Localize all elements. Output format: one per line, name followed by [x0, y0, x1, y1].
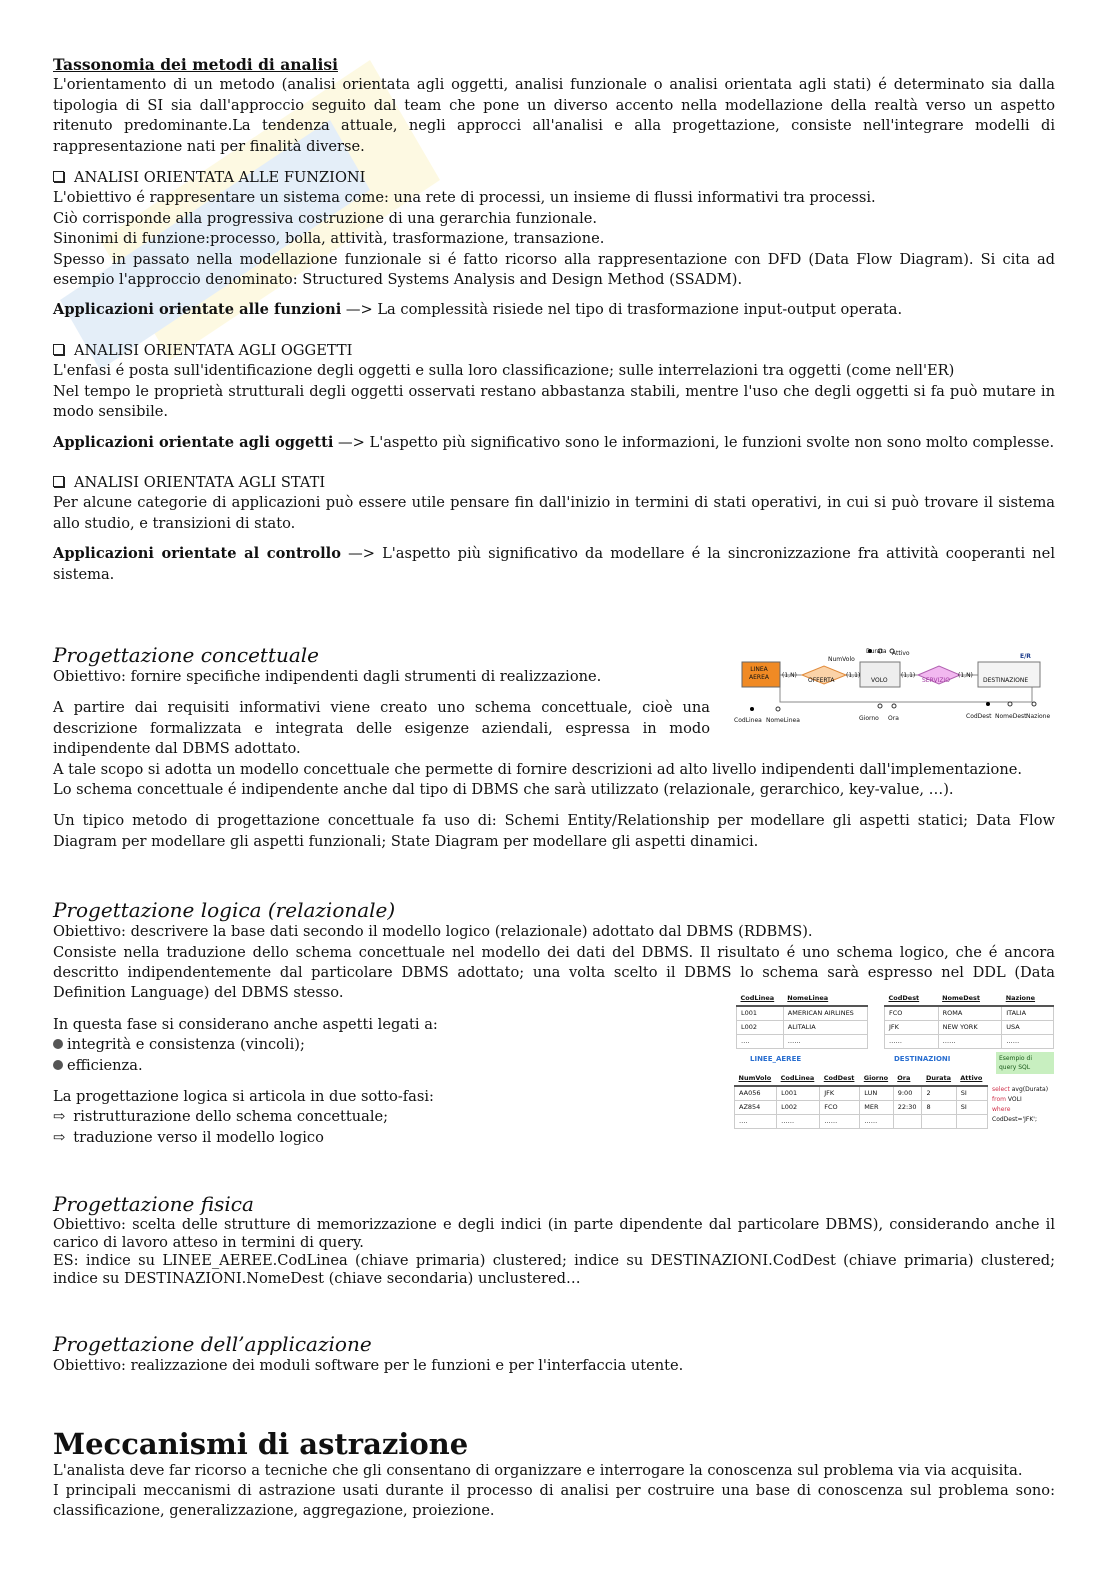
text-line: Obiettivo: descrivere la base dati secondo il modello logico (relazionale) adottato dal DBMS (RDBMS).	[53, 923, 813, 941]
bullet-item: integrità e consistenza (vincoli);	[53, 1035, 1055, 1055]
attribute: Nazione	[1026, 713, 1051, 720]
text-line: La progettazione logica si articola in due sotto-fasi:	[53, 1088, 434, 1106]
er-tag: E/R	[1020, 653, 1031, 660]
text-line: Obiettivo: fornire specifiche indipendenti dagli strumenti di realizzazione.	[53, 667, 602, 685]
attribute: NomeDest	[995, 713, 1027, 720]
sql-query: select avg(Durata) from VOLI where CodDest='JFK';	[992, 1086, 1049, 1123]
section-title: Tassonomia dei metodi di analisi	[53, 55, 338, 74]
text-line: L'analista deve far ricorso a tecniche che gli consentano di organizzare e interrogare la conoscenza sul problema via via acquisita.	[53, 1461, 1023, 1479]
checkbox-icon	[53, 344, 64, 355]
bullet-item: efficienza.	[53, 1056, 1055, 1076]
relationship-offerta: OFFERTA	[808, 677, 835, 684]
text-line: A partire dai requisiti informativi viene creato uno schema concettuale, cioè una descrizione formalizzata e integrata delle esigenze aziendali, espressa in modo indipendente dal DBMS adottato.	[53, 699, 710, 758]
arrow-right-icon: ⇨	[53, 1108, 66, 1126]
table-caption: LINEE_AEREE	[750, 1055, 802, 1063]
attribute: Durata	[866, 648, 887, 655]
checkbox-icon	[53, 171, 64, 182]
text-line: L'enfasi é posta sull'identificazione degli oggetti e sulla loro classificazione; sulle interrelazioni tra oggetti (come nell'ER)	[53, 362, 955, 380]
text-line: A tale scopo si adotta un modello concettuale che permette di fornire descrizioni ad alto livello indipendenti dall'implementazione.	[53, 760, 1022, 778]
text-line: Nel tempo le proprietà strutturali degli oggetti osservati restano abbastanza stabili, mentre l'uso che degli oggetti si fa può mutare in modo sensibile.	[53, 382, 1055, 421]
heading-oggetti: ANALISI ORIENTATA AGLI OGGETTI	[53, 341, 1055, 361]
table-linee-aeree: CodLinea NomeLinea L001 AMERICAN AIRLINES L002 ALITALIA …. ……	[736, 992, 868, 1049]
text-line: Sinonimi di funzione:processo, bolla, attività, trasformazione, transazione.	[53, 230, 605, 248]
text-line: ES: indice su LINEE_AEREE.CodLinea (chiave primaria) clustered; indice su DESTINAZIONI.CodDest (chiave primaria) clustered; indice su DESTINAZIONI.NomeDest (chiave secondaria) unclustered…	[53, 1252, 1055, 1288]
text-line: Lo schema concettuale é indipendente anche dal tipo di DBMS che sarà utilizzato (relazionale, gerarchico, key-value, …).	[53, 780, 954, 798]
table-caption: DESTINAZIONI	[894, 1055, 951, 1063]
cardinality: (1,1)	[901, 672, 916, 679]
text-line: Un tipico metodo di progettazione concettuale fa uso di: Schemi Entity/Relationship per modellare gli aspetti statici; Data Flow Diagram per modellare gli aspetti funzionali; State Diagram per modellare gli aspetti dinamici.	[53, 812, 1055, 850]
er-diagram	[732, 642, 1058, 724]
entity-linea-aerea: LINEA AEREA	[749, 666, 769, 681]
heading-applicazione: Progettazione dell’applicazione	[53, 1332, 372, 1357]
heading-funzioni: ANALISI ORIENTATA ALLE FUNZIONI	[53, 168, 1055, 188]
attribute: Giorno	[859, 715, 879, 722]
relational-tables-figure	[734, 992, 1058, 1137]
heading-stati: ANALISI ORIENTATA AGLI STATI	[53, 473, 1055, 493]
bullet-icon	[53, 1060, 63, 1070]
app-oggetti: Applicazioni orientate agli oggetti —> L'aspetto più significativo sono le informazioni, le funzioni svolte non sono molto complesse.	[53, 433, 1055, 451]
attribute: CodLinea	[734, 717, 762, 724]
heading-fisica: Progettazione fisica	[53, 1192, 254, 1217]
text-line: Obiettivo: realizzazione dei moduli software per le funzioni e per l'interfaccia utente.	[53, 1357, 684, 1375]
cardinality: (1,N)	[958, 672, 973, 679]
bullet-icon	[53, 1039, 63, 1049]
sql-note: Esempio di query SQL	[996, 1052, 1054, 1074]
attribute: Attivo	[892, 650, 910, 657]
attribute: Ora	[888, 715, 899, 722]
text-line: I principali meccanismi di astrazione usati durante il processo di analisi per costruire una base di conoscenza sul problema sono: classificazione, generalizzazione, aggregazione, proiezione.	[53, 1482, 1055, 1520]
heading-logica: Progettazione logica (relazionale)	[53, 898, 396, 923]
attribute: CodDest	[966, 713, 992, 720]
attribute: NomeLinea	[766, 717, 800, 724]
heading-astrazione: Meccanismi di astrazione	[53, 1426, 469, 1461]
text-line: In questa fase si considerano anche aspetti legati a:	[53, 1015, 438, 1033]
arrow-item: ⇨ ristrutturazione dello schema concettuale;	[53, 1108, 389, 1126]
text-line: Consiste nella traduzione dello schema concettuale nel modello dei dati del DBMS. Il risultato é uno schema logico, che é ancora descritto indipendentemente dal particolare DBMS adottato; una volta scelto il DBMS lo schema sarà espresso nel DDL (Data Definition Language) del DBMS stesso.	[53, 943, 1055, 1002]
heading-concettuale: Progettazione concettuale	[53, 642, 320, 667]
relationship-servizio: SERVIZIO	[922, 677, 950, 684]
checkbox-icon	[53, 476, 64, 487]
arrow-right-icon: ⇨	[53, 1128, 66, 1146]
cardinality: (1,N)	[782, 672, 797, 679]
table-voli: NumVolo CodLinea CodDest Giorno Ora Durata Attivo AA056 L001 JFK LUN 9:00 2 SI AZ854 L002 FCO MER 22:30 8 SI …. …… …… ……	[734, 1072, 988, 1129]
entity-volo: VOLO	[871, 677, 888, 684]
arrow-item: ⇨ traduzione verso il modello logico	[53, 1128, 324, 1146]
text-line: L'obiettivo é rappresentare un sistema come: una rete di processi, un insieme di flussi informativi tra processi.	[53, 189, 876, 207]
intro-paragraph: L'orientamento di un metodo (analisi orientata agli oggetti, analisi funzionale o analisi orientata agli stati) é determinato sia dalla tipologia di SI sia dall'approccio seguito dal team che pone un diverso accento nella modellazione della realtà verso un aspetto ritenuto predominante.La tendenza attuale, negli approcci all'analisi e alla progettazione, consiste nell'integrare modelli di rappresentazione nati per finalità diverse.	[53, 76, 1055, 155]
table-destinazioni: CodDest NomeDest Nazione FCO ROMA ITALIA JFK NEW YORK USA …… …… ……	[884, 992, 1054, 1049]
text-line: Per alcune categorie di applicazioni può essere utile pensare fin dall'inizio in termini di stati operativi, in cui si può trovare il sistema allo studio, e transizioni di stato.	[53, 494, 1055, 532]
text-line: Obiettivo: scelta delle strutture di memorizzazione e degli indici (in parte dipendente dal particolare DBMS), considerando anche il carico di lavoro atteso in termini di query.	[53, 1216, 1055, 1252]
cardinality: (1,1)	[846, 672, 861, 679]
attribute: NumVolo	[828, 656, 855, 663]
entity-destinazione: DESTINAZIONE	[983, 677, 1029, 684]
text-line: Ciò corrisponde alla progressiva costruzione di una gerarchia funzionale.	[53, 209, 598, 227]
app-stati: Applicazioni orientate al controllo —> L'aspetto più significativo da modellare é la sincronizzazione fra attività cooperanti nel sistema.	[53, 545, 1055, 583]
text-line: Spesso in passato nella modellazione funzionale si é fatto ricorso alla rappresentazione con DFD (Data Flow Diagram). Si cita ad esempio l'approccio denominato: Structured Systems Analysis and Design Method (SSADM).	[53, 250, 1055, 289]
app-funzioni: Applicazioni orientate alle funzioni —> La complessità risiede nel tipo di trasformazione input-output operata.	[53, 301, 903, 319]
